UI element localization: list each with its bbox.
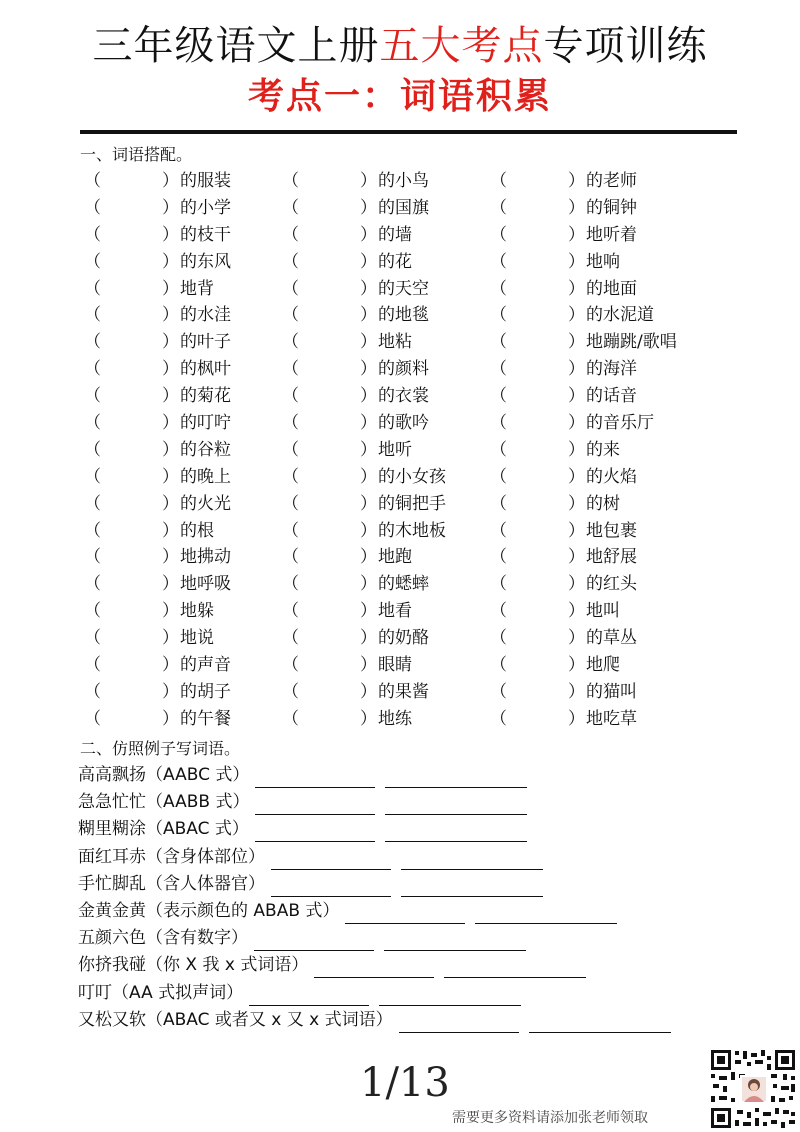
- matching-word: 的小女孩: [378, 466, 446, 487]
- close-paren: ）: [568, 628, 585, 649]
- matching-word: 的枫叶: [180, 359, 231, 380]
- matching-word: 的叮咛: [180, 413, 231, 434]
- close-paren: ）: [568, 493, 585, 514]
- close-paren: ）: [162, 278, 179, 299]
- open-paren: （: [490, 386, 507, 407]
- matching-word: 的天空: [378, 278, 429, 299]
- matching-row: [80, 329, 720, 356]
- matching-word: 地躲: [180, 601, 214, 622]
- close-paren: ）: [568, 332, 585, 353]
- matching-word: 的果酱: [378, 681, 429, 702]
- close-paren: ）: [162, 493, 179, 514]
- open-paren: （: [490, 547, 507, 568]
- exercise-line: [78, 844, 543, 870]
- open-paren: （: [490, 574, 507, 595]
- close-paren: ）: [360, 278, 377, 299]
- open-paren: （: [282, 655, 299, 676]
- answer-blank[interactable]: [529, 1012, 671, 1033]
- matching-word: 的木地板: [378, 520, 446, 541]
- open-paren: （: [282, 332, 299, 353]
- open-paren: （: [490, 251, 507, 272]
- matching-row: [80, 222, 720, 249]
- close-paren: ）: [360, 413, 377, 434]
- close-paren: ）: [360, 197, 377, 218]
- matching-row: [80, 195, 720, 222]
- answer-blank[interactable]: [254, 930, 374, 951]
- matching-word: 地拂动: [180, 547, 231, 568]
- open-paren: （: [84, 251, 101, 272]
- open-paren: （: [84, 386, 101, 407]
- close-paren: ）: [568, 386, 585, 407]
- open-paren: （: [84, 708, 101, 729]
- section1-heading: 一、词语搭配。: [80, 145, 193, 164]
- answer-blank[interactable]: [314, 957, 434, 978]
- word-matching-grid: [80, 168, 720, 733]
- answer-blank[interactable]: [255, 821, 375, 842]
- matching-row: [80, 249, 720, 276]
- open-paren: （: [490, 681, 507, 702]
- close-paren: ）: [360, 547, 377, 568]
- close-paren: ）: [360, 493, 377, 514]
- matching-word: 的奶酪: [378, 628, 429, 649]
- close-paren: ）: [568, 574, 585, 595]
- close-paren: ）: [360, 681, 377, 702]
- matching-row: [80, 706, 720, 733]
- open-paren: （: [84, 332, 101, 353]
- open-paren: （: [490, 332, 507, 353]
- close-paren: ）: [162, 439, 179, 460]
- exercise-prompt: 五颜六色（含有数字）: [78, 928, 248, 949]
- answer-blank[interactable]: [385, 767, 527, 788]
- answer-blank[interactable]: [345, 903, 465, 924]
- matching-word: 地听: [378, 439, 412, 460]
- open-paren: （: [490, 197, 507, 218]
- matching-row: [80, 437, 720, 464]
- close-paren: ）: [568, 278, 585, 299]
- open-paren: （: [84, 547, 101, 568]
- matching-word: 的叶子: [180, 332, 231, 353]
- open-paren: （: [84, 628, 101, 649]
- close-paren: ）: [360, 466, 377, 487]
- close-paren: ）: [360, 520, 377, 541]
- exercise-line: [78, 925, 526, 951]
- open-paren: （: [282, 574, 299, 595]
- close-paren: ）: [568, 197, 585, 218]
- answer-blank[interactable]: [385, 821, 527, 842]
- matching-word: 的东风: [180, 251, 231, 272]
- open-paren: （: [84, 520, 101, 541]
- qr-code-icon: [709, 1048, 797, 1130]
- open-paren: （: [490, 278, 507, 299]
- open-paren: （: [282, 413, 299, 434]
- answer-blank[interactable]: [401, 876, 543, 897]
- matching-word: 地蹦跳/歌唱: [586, 332, 677, 353]
- matching-word: 地背: [180, 278, 214, 299]
- answer-blank[interactable]: [379, 985, 521, 1006]
- exercise-prompt: 高高飘扬（AABC 式）: [78, 765, 250, 785]
- open-paren: （: [490, 655, 507, 676]
- answer-blank[interactable]: [271, 849, 391, 870]
- answer-blank[interactable]: [401, 849, 543, 870]
- answer-blank[interactable]: [271, 876, 391, 897]
- answer-blank[interactable]: [255, 767, 375, 788]
- open-paren: （: [84, 359, 101, 380]
- exercise-line: [78, 1007, 671, 1033]
- open-paren: （: [490, 171, 507, 191]
- title-highlight: 五大考点: [379, 23, 544, 69]
- open-paren: （: [282, 305, 299, 326]
- matching-word: 的菊花: [180, 386, 231, 407]
- close-paren: ）: [360, 171, 377, 191]
- matching-row: [80, 168, 720, 195]
- close-paren: ）: [162, 601, 179, 622]
- close-paren: ）: [162, 574, 179, 595]
- close-paren: ）: [360, 708, 377, 729]
- open-paren: （: [282, 197, 299, 218]
- close-paren: ）: [162, 413, 179, 434]
- matching-word: 的水洼: [180, 305, 231, 326]
- matching-row: [80, 598, 720, 625]
- open-paren: （: [84, 439, 101, 460]
- open-paren: （: [490, 359, 507, 380]
- title-part2: 专项训练: [543, 23, 708, 69]
- open-paren: （: [490, 628, 507, 649]
- exercise-line: [78, 980, 521, 1006]
- close-paren: ）: [360, 655, 377, 676]
- matching-word: 的猫叫: [586, 681, 637, 702]
- close-paren: ）: [162, 171, 179, 191]
- page-number: 1/13: [360, 1060, 450, 1106]
- open-paren: （: [84, 466, 101, 487]
- matching-word: 的根: [180, 520, 214, 541]
- answer-blank[interactable]: [399, 1012, 519, 1033]
- open-paren: （: [84, 601, 101, 622]
- matching-word: 的小学: [180, 197, 231, 218]
- close-paren: ）: [568, 520, 585, 541]
- close-paren: ）: [360, 574, 377, 595]
- answer-blank[interactable]: [475, 903, 617, 924]
- title-part1: 三年级语文上册: [92, 23, 380, 69]
- open-paren: （: [84, 655, 101, 676]
- matching-word: 的地面: [586, 278, 637, 299]
- open-paren: （: [282, 278, 299, 299]
- open-paren: （: [282, 601, 299, 622]
- matching-word: 地看: [378, 601, 412, 622]
- matching-word: 地说: [180, 628, 214, 649]
- close-paren: ）: [360, 224, 377, 245]
- close-paren: ）: [568, 439, 585, 460]
- matching-word: 的墙: [378, 224, 412, 245]
- matching-word: 的水泥道: [586, 305, 654, 326]
- open-paren: （: [84, 197, 101, 218]
- matching-row: [80, 302, 720, 329]
- open-paren: （: [282, 520, 299, 541]
- matching-row: [80, 356, 720, 383]
- open-paren: （: [490, 439, 507, 460]
- answer-blank[interactable]: [444, 957, 586, 978]
- matching-word: 的树: [586, 493, 620, 514]
- matching-word: 的小鸟: [378, 171, 429, 191]
- matching-word: 的红头: [586, 574, 637, 595]
- matching-word: 地爬: [586, 655, 620, 676]
- matching-word: 地呼吸: [180, 574, 231, 595]
- matching-row: [80, 491, 720, 518]
- exercise-prompt: 金黄金黄（表示颜色的 ABAB 式）: [78, 901, 340, 921]
- open-paren: （: [84, 493, 101, 514]
- close-paren: ）: [162, 520, 179, 541]
- close-paren: ）: [568, 413, 585, 434]
- open-paren: （: [282, 359, 299, 380]
- close-paren: ）: [360, 601, 377, 622]
- matching-word: 地跑: [378, 547, 412, 568]
- exercise-line: [78, 789, 527, 815]
- open-paren: （: [282, 708, 299, 729]
- open-paren: （: [282, 224, 299, 245]
- matching-row: [80, 410, 720, 437]
- close-paren: ）: [162, 655, 179, 676]
- close-paren: ）: [360, 386, 377, 407]
- close-paren: ）: [162, 708, 179, 729]
- open-paren: （: [282, 547, 299, 568]
- matching-row: [80, 464, 720, 491]
- close-paren: ）: [162, 224, 179, 245]
- close-paren: ）: [162, 332, 179, 353]
- open-paren: （: [282, 466, 299, 487]
- matching-row: [80, 276, 720, 303]
- section2-heading: 二、仿照例子写词语。: [80, 739, 241, 758]
- matching-word: 地吃草: [586, 708, 637, 729]
- close-paren: ）: [568, 171, 585, 191]
- answer-blank[interactable]: [385, 794, 527, 815]
- matching-word: 的声音: [180, 655, 231, 676]
- matching-word: 的火光: [180, 493, 231, 514]
- close-paren: ）: [568, 359, 585, 380]
- matching-word: 的火焰: [586, 466, 637, 487]
- matching-word: 的晚上: [180, 466, 231, 487]
- matching-word: 的铜把手: [378, 493, 446, 514]
- matching-word: 地叫: [586, 601, 620, 622]
- close-paren: ）: [162, 466, 179, 487]
- open-paren: （: [282, 386, 299, 407]
- close-paren: ）: [568, 251, 585, 272]
- exercise-prompt: 又松又软（ABAC 或者又 x 又 x 式词语）: [78, 1009, 393, 1030]
- matching-word: 的颜料: [378, 359, 429, 380]
- close-paren: ）: [162, 547, 179, 568]
- matching-word: 的衣裳: [378, 386, 429, 407]
- matching-word: 的蟋蟀: [378, 574, 429, 595]
- close-paren: ）: [360, 628, 377, 649]
- page-title: [0, 20, 800, 72]
- open-paren: （: [490, 493, 507, 514]
- open-paren: （: [84, 278, 101, 299]
- matching-word: 地练: [378, 708, 412, 729]
- matching-row: [80, 679, 720, 706]
- open-paren: （: [490, 224, 507, 245]
- matching-word: 地听着: [586, 224, 637, 245]
- open-paren: （: [84, 681, 101, 702]
- open-paren: （: [282, 493, 299, 514]
- matching-word: 的国旗: [378, 197, 429, 218]
- matching-row: [80, 652, 720, 679]
- exercise-prompt: 面红耳赤（含身体部位）: [78, 846, 265, 867]
- matching-word: 的胡子: [180, 681, 231, 702]
- exercise-line: [78, 898, 617, 924]
- close-paren: ）: [162, 197, 179, 218]
- close-paren: ）: [162, 681, 179, 702]
- matching-word: 的午餐: [180, 708, 231, 729]
- close-paren: ）: [360, 251, 377, 272]
- exercise-prompt: 手忙脚乱（含人体器官）: [78, 873, 265, 894]
- close-paren: ）: [568, 547, 585, 568]
- open-paren: （: [282, 628, 299, 649]
- answer-blank[interactable]: [384, 930, 526, 951]
- matching-word: 的老师: [586, 171, 637, 191]
- matching-word: 的音乐厅: [586, 413, 654, 434]
- open-paren: （: [282, 439, 299, 460]
- exercise-line: [78, 871, 543, 897]
- open-paren: （: [282, 251, 299, 272]
- matching-word: 的枝干: [180, 224, 231, 245]
- matching-word: 的服装: [180, 171, 231, 191]
- answer-blank[interactable]: [255, 794, 375, 815]
- open-paren: （: [282, 171, 299, 191]
- open-paren: （: [490, 466, 507, 487]
- close-paren: ）: [360, 305, 377, 326]
- matching-word: 眼睛: [378, 655, 412, 676]
- exercise-prompt: 糊里糊涂（ABAC 式）: [78, 819, 249, 840]
- open-paren: （: [84, 574, 101, 595]
- matching-word: 的话音: [586, 386, 637, 407]
- close-paren: ）: [162, 359, 179, 380]
- matching-row: [80, 544, 720, 571]
- exercise-prompt: 叮叮（AA 式拟声词）: [78, 982, 244, 1003]
- matching-word: 的谷粒: [180, 439, 231, 460]
- open-paren: （: [84, 224, 101, 245]
- matching-row: [80, 625, 720, 652]
- matching-word: 地包裹: [586, 520, 637, 541]
- close-paren: ）: [568, 305, 585, 326]
- matching-word: 的花: [378, 251, 412, 272]
- answer-blank[interactable]: [249, 985, 369, 1006]
- matching-row: [80, 383, 720, 410]
- close-paren: ）: [162, 305, 179, 326]
- page-subtitle: 考点一：词语积累: [247, 76, 552, 117]
- close-paren: ）: [568, 466, 585, 487]
- footer-note: 需要更多资料请添加张老师领取: [452, 1110, 648, 1126]
- exercise-line: [78, 762, 527, 788]
- open-paren: （: [84, 413, 101, 434]
- matching-word: 地舒展: [586, 547, 637, 568]
- open-paren: （: [490, 305, 507, 326]
- open-paren: （: [490, 413, 507, 434]
- matching-word: 地粘: [378, 332, 412, 353]
- close-paren: ）: [360, 359, 377, 380]
- exercise-prompt: 你挤我碰（你 X 我 x 式词语）: [78, 955, 309, 976]
- exercise-prompt: 急急忙忙（AABB 式）: [78, 792, 250, 813]
- close-paren: ）: [568, 655, 585, 676]
- close-paren: ）: [568, 708, 585, 729]
- close-paren: ）: [360, 332, 377, 353]
- matching-word: 的歌吟: [378, 413, 429, 434]
- exercise-line: [78, 816, 527, 842]
- open-paren: （: [490, 520, 507, 541]
- open-paren: （: [490, 601, 507, 622]
- close-paren: ）: [568, 601, 585, 622]
- matching-word: 的地毯: [378, 305, 429, 326]
- matching-word: 地响: [586, 251, 620, 272]
- open-paren: （: [84, 305, 101, 326]
- close-paren: ）: [360, 439, 377, 460]
- close-paren: ）: [162, 386, 179, 407]
- matching-row: [80, 571, 720, 598]
- close-paren: ）: [568, 224, 585, 245]
- matching-word: 的铜钟: [586, 197, 637, 218]
- open-paren: （: [84, 171, 101, 191]
- matching-word: 的来: [586, 439, 620, 460]
- title-divider: [80, 130, 737, 134]
- open-paren: （: [282, 681, 299, 702]
- close-paren: ）: [162, 251, 179, 272]
- matching-word: 的海洋: [586, 359, 637, 380]
- matching-word: 的草丛: [586, 628, 637, 649]
- close-paren: ）: [568, 681, 585, 702]
- close-paren: ）: [162, 628, 179, 649]
- exercise-line: [78, 952, 586, 978]
- open-paren: （: [490, 708, 507, 729]
- matching-row: [80, 518, 720, 545]
